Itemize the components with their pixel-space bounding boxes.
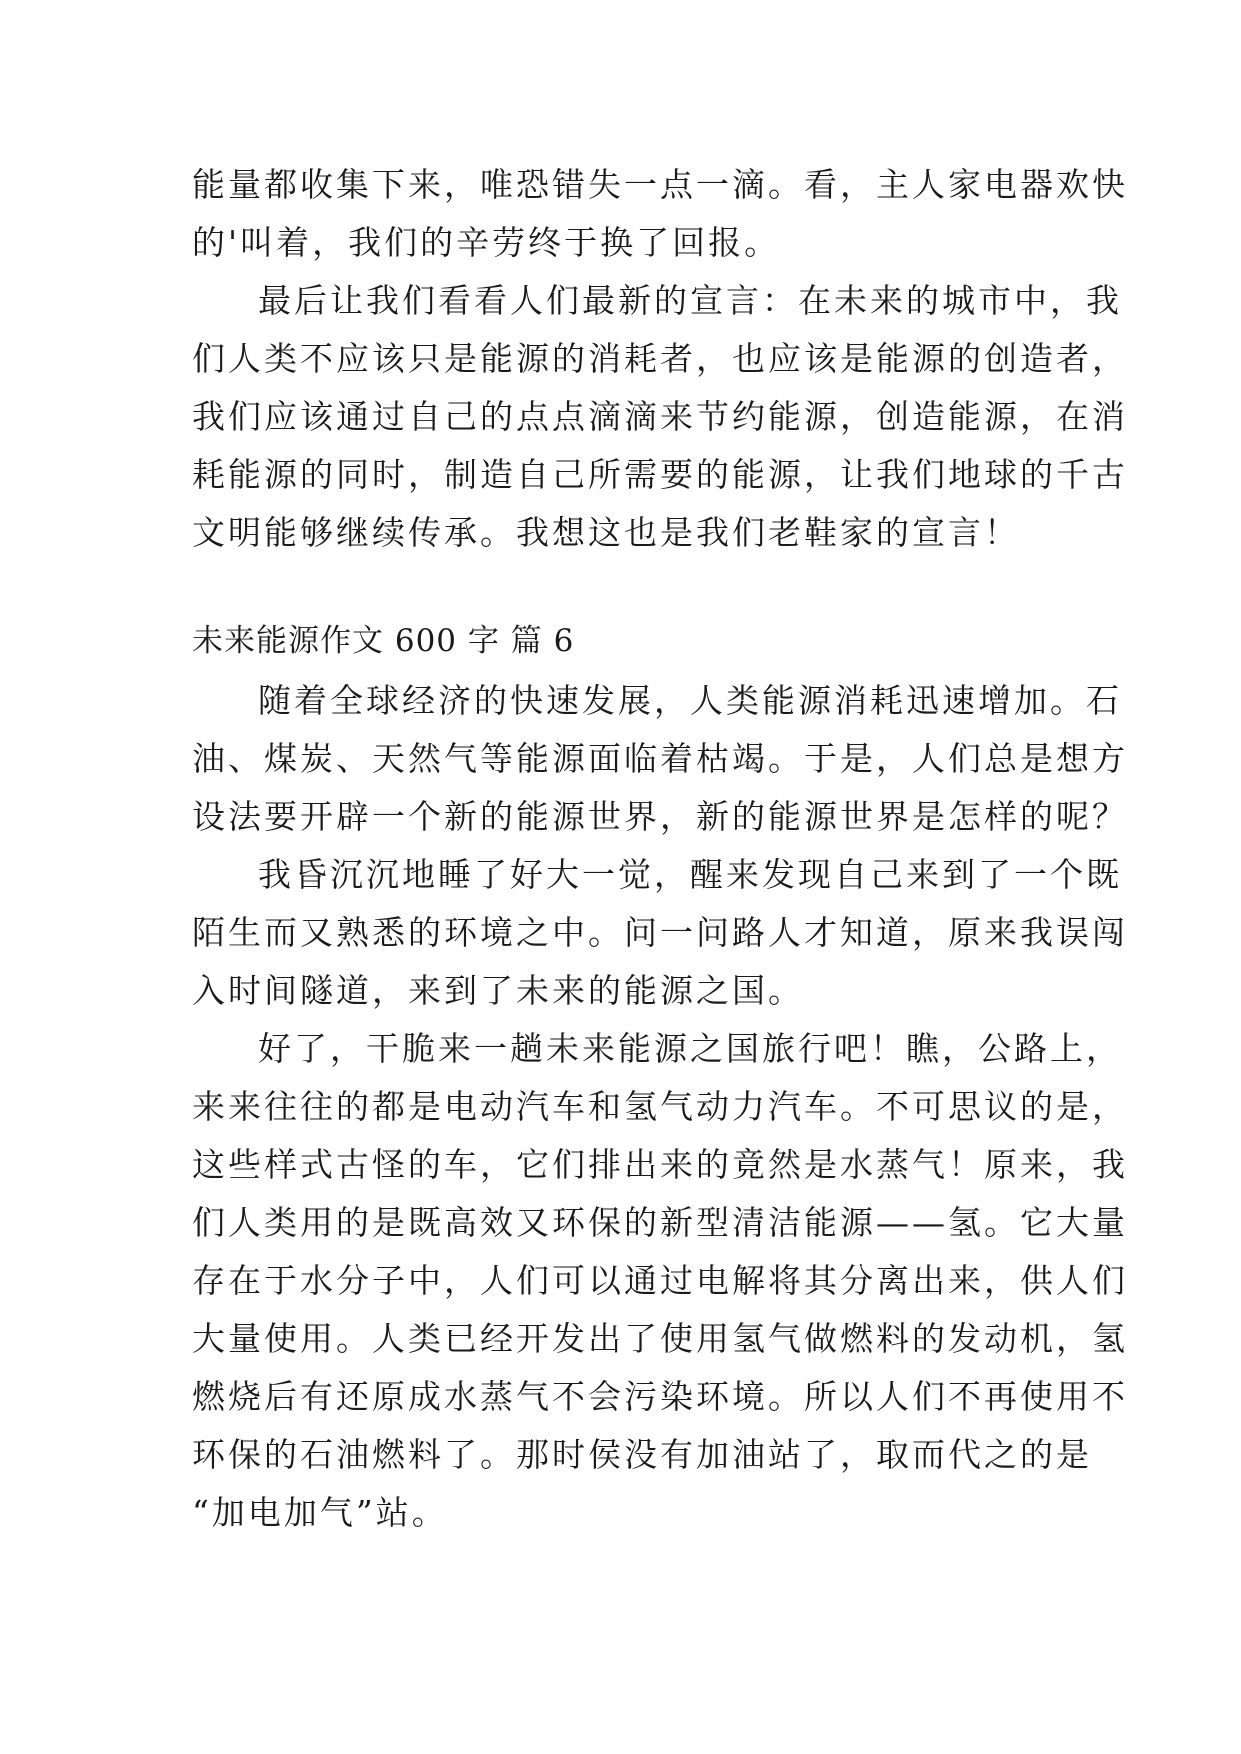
- text-line: 入时间隧道，来到了未来的能源之国。: [192, 971, 804, 1010]
- paragraph: [192, 156, 1128, 272]
- text-line: 耗能源的同时，制造自己所需要的能源，让我们地球的千古: [192, 455, 1128, 494]
- text-line: 能量都收集下来，唯恐错失一点一滴。看，主人家电器欢快: [192, 165, 1128, 204]
- paragraph: [192, 272, 1128, 562]
- paragraph: [192, 672, 1128, 846]
- text-line: 油、煤炭、天然气等能源面临着枯竭。于是，人们总是想方: [192, 739, 1128, 778]
- text-line: 最后让我们看看人们最新的宣言：在未来的城市中，我: [258, 281, 1122, 320]
- text-line: 随着全球经济的快速发展，人类能源消耗迅速增加。石: [258, 681, 1122, 720]
- text-line: 存在于水分子中，人们可以通过电解将其分离出来，供人们: [192, 1261, 1128, 1300]
- text-line: 环保的石油燃料了。那时侯没有加油站了，取而代之的是: [192, 1435, 1092, 1474]
- text-line: 大量使用。人类已经开发出了使用氢气做燃料的发动机，氢: [192, 1319, 1128, 1358]
- text-line: 这些样式古怪的车，它们排出来的竟然是水蒸气！原来，我: [192, 1145, 1128, 1184]
- paragraph: [192, 846, 1128, 1020]
- text-line: “加电加气”站。: [192, 1493, 448, 1532]
- text-line: 的'叫着，我们的辛劳终于换了回报。: [192, 223, 781, 262]
- text-line: 我们应该通过自己的点点滴滴来节约能源，创造能源，在消: [192, 397, 1128, 436]
- text-line: 陌生而又熟悉的环境之中。问一问路人才知道，原来我误闯: [192, 913, 1128, 952]
- paragraph: [192, 1020, 1128, 1542]
- essay-body: [192, 672, 1128, 1542]
- text-line: 文明能够继续传承。我想这也是我们老鞋家的宣言！: [192, 513, 1020, 552]
- text-line: 来来往往的都是电动汽车和氢气动力汽车。不可思议的是，: [192, 1087, 1128, 1126]
- text-line: 好了，干脆来一趟未来能源之国旅行吧！瞧，公路上，: [258, 1029, 1122, 1068]
- section-title: 未来能源作文 600 字 篇 6: [192, 623, 575, 659]
- text-line: 我昏沉沉地睡了好大一觉，醒来发现自己来到了一个既: [258, 855, 1122, 894]
- section-heading: [192, 612, 1072, 670]
- text-line: 们人类用的是既高效又环保的新型清洁能源——氢。它大量: [192, 1203, 1128, 1242]
- previous-essay-ending: [192, 156, 1128, 562]
- text-line: 们人类不应该只是能源的消耗者，也应该是能源的创造者，: [192, 339, 1128, 378]
- text-line: 设法要开辟一个新的能源世界，新的能源世界是怎样的呢？: [192, 797, 1128, 836]
- text-line: 燃烧后有还原成水蒸气不会污染环境。所以人们不再使用不: [192, 1377, 1128, 1416]
